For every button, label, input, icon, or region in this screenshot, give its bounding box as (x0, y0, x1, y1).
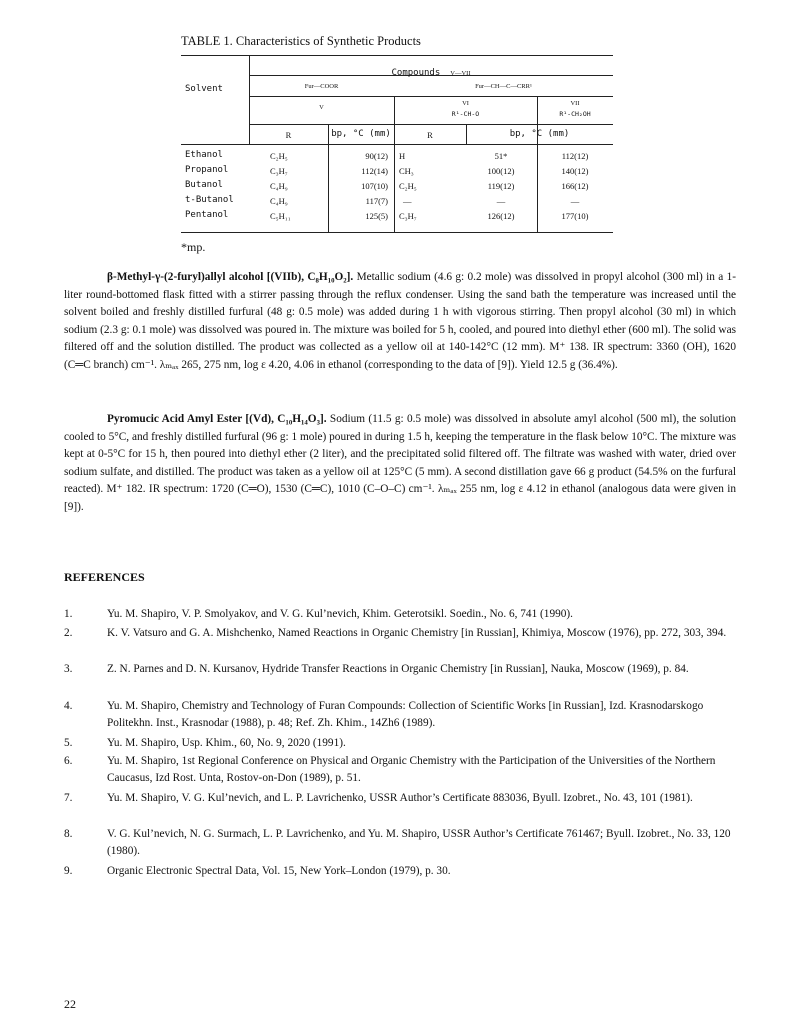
row-bp-vii: 177(10) (561, 211, 589, 221)
table-title: TABLE 1. Characteristics of Synthetic Products (181, 34, 421, 48)
reference-text: Yu. M. Shapiro, 1st Regional Conference on Physical and Organic Chemistry with the Participation of the Universities of the Northern Caucasus, Izd Rost. Unta, Rostov-on-Don (1989), p. 51. (107, 755, 716, 784)
row-bp-vi: 51* (494, 151, 508, 161)
header-compounds (249, 62, 613, 80)
reference-text: Yu. M. Shapiro, V. P. Smolyakov, and V. G. Kul’nevich, Khim. Geterotsikl. Soedin., No. 6, 741 (1990). (107, 608, 573, 620)
header-bp2: bp, °C (mm) (509, 129, 570, 139)
header-bp1: bp, °C (mm) (331, 129, 391, 139)
header-bottom-rule (181, 144, 613, 145)
paragraph-body: Sodium (11.5 g: 0.5 mole) was dissolved in absolute amyl alcohol (500 ml), the solution cooled to 5°C, and freshly distilled furfural (96 g: 1 mole) poured in during 1.5 h, keeping the temperature in the flask below 10°C. The mixture was kept at 0-5°C for 15 h, then poured into diethyl ether (2 liter), and the precipitated solid filtered off. The filtrate was washed with water, dried over sodium sulfate, and distilled. The product was taken as a yellow oil at 125°C (5 mm). A second distillation gave 66 g product (54.5% on the furfural reacted). M⁺ 182. IR spectrum: 1720 (C═O), 1530 (C═C), 1010 (C–O–C) cm⁻¹. λₘₐₓ 255 nm, log ε 4.12 in ethanol (analogous data were given in [9]). (64, 413, 737, 513)
row-solvent: t-Butanol (185, 195, 234, 205)
row-bp1: 112(14) (361, 166, 388, 176)
subgroups-rule (249, 124, 613, 125)
header-v: V (319, 104, 324, 111)
page-number: 22 (64, 997, 76, 1011)
paragraph-heading: Pyromucic Acid Amyl Ester [(Vd), C₁₀H₁₄O₃]. (107, 413, 327, 425)
row-bp-vi: 119(12) (487, 181, 515, 191)
reference-number: 8. (64, 828, 73, 840)
reference-text: Yu. M. Shapiro, V. G. Kul’nevich, and L. P. Lavrichenko, USSR Author’s Certificate 883036, Byull. Izobret., No. 43, 101 (1981). (107, 792, 693, 804)
reference-number: 1. (64, 608, 73, 620)
header-vi-formula: R¹-CH-O (451, 110, 480, 118)
table-bottom-rule (181, 232, 613, 233)
row-bp1: 90(12) (365, 151, 388, 161)
row-r2: — (403, 196, 412, 206)
row-bp-vi: 100(12) (487, 166, 515, 176)
row-r2: CH₃ (399, 166, 414, 176)
reference-number: 6. (64, 755, 73, 767)
row-r2: C₃H₇ (399, 211, 417, 221)
paragraph-heading: β-Methyl-γ-(2-furyl)allyl alcohol [(VIIb), C₈H₁₀O₂]. (107, 271, 354, 283)
row-r1: C₅H₁₁ (270, 211, 291, 221)
row-bp1: 107(10) (361, 181, 388, 191)
compounds-label: Compounds (391, 68, 441, 78)
row-r2: C₂H₅ (399, 181, 417, 191)
reference-number: 4. (64, 700, 73, 712)
header-r2: R (427, 130, 433, 140)
reference-number: 3. (64, 663, 73, 675)
row-solvent: Pentanol (185, 210, 229, 220)
row-solvent: Propanol (185, 165, 229, 175)
header-right-group: Fur—CH—C—CRR¹ (475, 83, 532, 90)
row-bp-vii: 112(12) (561, 151, 589, 161)
row-bp-vi: 126(12) (487, 211, 515, 221)
row-bp-vi: — (496, 196, 506, 206)
header-vii: VII (570, 100, 580, 107)
row-r1: C₄H₉ (270, 196, 288, 206)
header-left-group: Fur—COOR (304, 83, 339, 90)
header-solvent: Solvent (185, 84, 223, 94)
reference-number: 5. (64, 737, 73, 749)
reference-number: 7. (64, 792, 73, 804)
paragraph-allyl-alcohol (64, 269, 736, 375)
table-footnote: *mp. (181, 240, 206, 254)
row-r2: H (399, 151, 406, 161)
reference-text: K. V. Vatsuro and G. A. Mishchenko, Named Reactions in Organic Chemistry [in Russian], Khimiya, Moscow (1976), pp. 272, 303, 394. (107, 627, 727, 639)
paragraph-amyl-ester (64, 411, 736, 517)
header-vi: VI (462, 100, 469, 107)
compounds-range: V—VII (450, 70, 471, 77)
header-vii-formula: R¹-CH₂OH (559, 110, 591, 118)
references-heading: REFERENCES (64, 570, 145, 584)
paragraph-body: Metallic sodium (4.6 g: 0.2 mole) was dissolved in propyl alcohol (300 ml) in a 1-liter round-bottomed flask fitted with a stirrer passing through the reflux condenser. Using the sand bath the temperature was increased until the solvent boiled and freshly distilled furfural (48 g: 0.5 mole) was added during 1 h with vigorous stirring. Then propyl alcohol (30 ml) in which sodium (2.3 g: 0.1 mole) was dissolved was poured in. The mixture was boiled for 5 h, cooled, and poured into diethyl ether (600 ml). The solid was filtered off and the solution distilled. The product was collected as a yellow oil at 140-142°C (12 mm). M⁺ 138. IR spectrum: 3360 (OH), 1620 (C═C branch) cm⁻¹. λₘₐₓ 265, 275 nm, log ε 4.20, 4.06 in ethanol (corresponding to the data of [9]). Yield 12.5 g (36.4%). (64, 271, 736, 371)
reference-number: 9. (64, 865, 73, 877)
reference-text: V. G. Kul’nevich, N. G. Surmach, L. P. Lavrichenko, and Yu. M. Shapiro, USSR Author’s Certificate 761467; Byull. Izobret., No. 33, 120 (1980). (107, 828, 731, 857)
row-r1: C₂H₅ (270, 151, 288, 161)
row-solvent: Ethanol (185, 150, 223, 160)
row-bp1: 117(7) (365, 196, 388, 206)
header-r1: R (285, 130, 292, 140)
table-top-rule (181, 55, 613, 56)
reference-text: Z. N. Parnes and D. N. Kursanov, Hydride Transfer Reactions in Organic Chemistry [in Russian], Nauka, Moscow (1969), p. 84. (107, 663, 689, 675)
row-solvent: Butanol (185, 180, 223, 190)
row-bp-vii: 140(12) (561, 166, 589, 176)
reference-text: Yu. M. Shapiro, Chemistry and Technology of Furan Compounds: Collection of Scientific Works [in Russian], Izd. Krasnodarskogo Politekhn. Inst., Krasnodar (1988), p. 48; Ref. Zh. Khim., 14Zh6 (1989). (107, 700, 704, 729)
groups-rule (249, 96, 613, 97)
reference-number: 2. (64, 627, 73, 639)
row-bp-vii: 166(12) (561, 181, 589, 191)
reference-text: Yu. M. Shapiro, Usp. Khim., 60, No. 9, 2020 (1991). (107, 737, 346, 749)
row-bp1: 125(5) (365, 211, 388, 221)
row-r1: C₄H₉ (270, 181, 288, 191)
row-bp-vii: — (570, 196, 580, 206)
reference-text: Organic Electronic Spectral Data, Vol. 15, New York–London (1979), p. 30. (107, 865, 451, 877)
row-r1: C₃H₇ (270, 166, 288, 176)
